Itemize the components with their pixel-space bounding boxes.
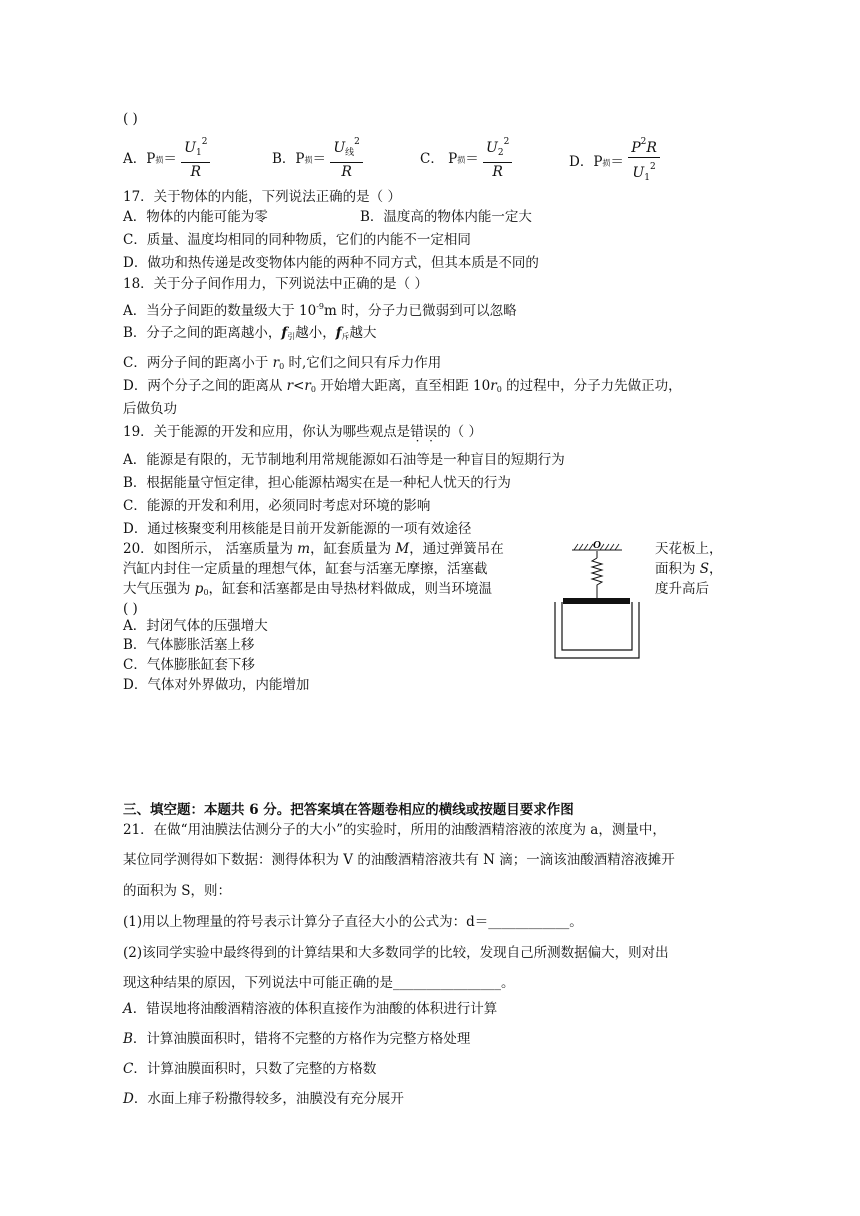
fraction: $\frac{U_2^2}{R}$ <box>483 133 512 181</box>
q19-option-a[interactable]: A．能源是有限的，无节制地利用常规能源如石油等是一种盲目的短期行为 <box>123 452 565 468</box>
q20-stem-line3: 大气压强为 $p_0$，缸套和活塞都是由导热材料做成，则当环境温 <box>123 581 493 597</box>
fraction: $\frac{P^2R}{U_1^2}$ <box>628 133 660 187</box>
q21-option-a[interactable]: A．错误地将油酸酒精溶液的体积直接作为油酸的体积进行计算 <box>123 1001 498 1017</box>
q20-stem-line3-right: 度升高后 <box>655 581 709 597</box>
q17-stem: 17．关于物体的内能，下列说法正确的是（ ） <box>123 189 401 205</box>
q21-part1[interactable]: (1)用以上物理量的符号表示计算分子直径大小的公式为：d＝____________。 <box>123 914 583 930</box>
q21-option-d[interactable]: D．水面上痱子粉撒得较多，油膜没有充分展开 <box>123 1091 404 1107</box>
q21-stem-line2: 某位同学测得如下数据：测得体积为 V 的油酸酒精溶液共有 N 滴；一滴该油酸酒精溶液摊开 <box>123 852 675 868</box>
q20-option-a[interactable]: A．封闭气体的压强增大 <box>123 618 268 634</box>
pivot-label: O <box>593 539 601 551</box>
q20-stem-line1: 20．如图所示， 活塞质量为 m，缸套质量为 M，通过弹簧吊在 <box>123 541 504 557</box>
q17-option-a[interactable]: A．物体的内能可能为零 <box>123 209 268 225</box>
fraction: $\frac{U_1^2}{R}$ <box>181 133 210 181</box>
q17-option-d[interactable]: D．做功和热传递是改变物体内能的两种不同方式，但其本质是不同的 <box>123 255 539 271</box>
fraction: $\frac{U_线^2}{R}$ <box>330 133 363 181</box>
q18-stem: 18．关于分子间作用力，下列说法中正确的是（ ） <box>123 276 428 292</box>
q18-option-d[interactable]: D．两个分子之间的距离从 $r<r_0$ 开始增大距离，直至相距 $10r_0$ 的过程中，分子力先做正功， <box>123 378 682 394</box>
cylinder-spring-figure <box>552 536 642 660</box>
q16-paren: ( ) <box>123 111 138 127</box>
q20-stem-line2: 汽缸内封住一定质量的理想气体，缸套与活塞无摩擦，活塞截 <box>123 561 488 577</box>
q18-option-b[interactable]: B．分子之间的距离越小，$f_引$越小，$f_斥$越大 <box>123 325 377 341</box>
q21-option-c[interactable]: C．计算油膜面积时，只数了完整的方格数 <box>123 1061 377 1077</box>
q18-option-c[interactable]: C．两分子间的距离小于 $r_0$ 时,它们之间只有斥力作用 <box>123 355 442 371</box>
q21-part2-line2[interactable]: 现这种结果的原因，下列说法中可能正确的是________________。 <box>123 975 515 991</box>
q21-option-b[interactable]: B．计算油膜面积时，错将不完整的方格作为完整方格处理 <box>123 1031 471 1047</box>
spring <box>592 558 602 598</box>
q19-option-b[interactable]: B．根据能量守恒定律，担心能源枯竭实在是一种杞人忧天的行为 <box>123 475 511 491</box>
q21-part2-line1: (2)该同学实验中最终得到的计算结果和大多数同学的比较，发现自己所测数据偏大，则对出 <box>123 945 669 961</box>
q17-option-c[interactable]: C．质量、温度均相同的同种物质，它们的内能不一定相同 <box>123 232 471 248</box>
q20-stem-line2-right: 面积为 S， <box>655 561 723 577</box>
q19-option-d[interactable]: D．通过核聚变利用核能是目前开发新能源的一项有效途径 <box>123 521 472 537</box>
piston <box>563 598 630 604</box>
q21-stem-line1: 21．在做“用油膜法估测分子的大小”的实验时，所用的油酸酒精溶液的浓度为 a，测量中， <box>123 822 666 838</box>
q16-option-b[interactable]: B．$P_损=$ $\frac{U_线^2}{R}$ <box>272 133 363 181</box>
q17-option-b[interactable]: B．温度高的物体内能一定大 <box>360 209 532 225</box>
q20-option-d[interactable]: D．气体对外界做功，内能增加 <box>123 677 310 693</box>
q20-option-c[interactable]: C．气体膨胀缸套下移 <box>123 657 255 673</box>
q20-option-b[interactable]: B．气体膨胀活塞上移 <box>123 637 255 653</box>
q18-option-a[interactable]: A．当分子间距的数量级大于 $10^{-9}m$ 时，分子力已微弱到可以忽略 <box>123 302 517 319</box>
q19-stem: 19．关于能源的开发和应用，你认为哪些观点是错误的（ ） <box>123 424 482 440</box>
q16-option-c[interactable]: C． $P_损=$ $\frac{U_2^2}{R}$ <box>420 133 512 181</box>
q21-stem-line3: 的面积为 S，则： <box>123 883 232 899</box>
q20-paren: ( ) <box>123 601 138 617</box>
q16-option-a[interactable]: A．$P_损=$ $\frac{U_1^2}{R}$ <box>123 133 210 181</box>
q16-option-d[interactable]: D．$P_损=$ $\frac{P^2R}{U_1^2}$ <box>569 133 660 187</box>
q18-option-d-cont: 后做负功 <box>123 401 177 417</box>
q19-option-c[interactable]: C．能源的开发和利用，必须同时考虑对环境的影响 <box>123 498 431 514</box>
q20-stem-line1-right: 天花板上， <box>655 541 723 557</box>
section3-title: 三、填空题：本题共 6 分。把答案填在答题卷相应的横线或按题目要求作图 <box>123 802 574 818</box>
cylinder-inner <box>562 602 632 650</box>
